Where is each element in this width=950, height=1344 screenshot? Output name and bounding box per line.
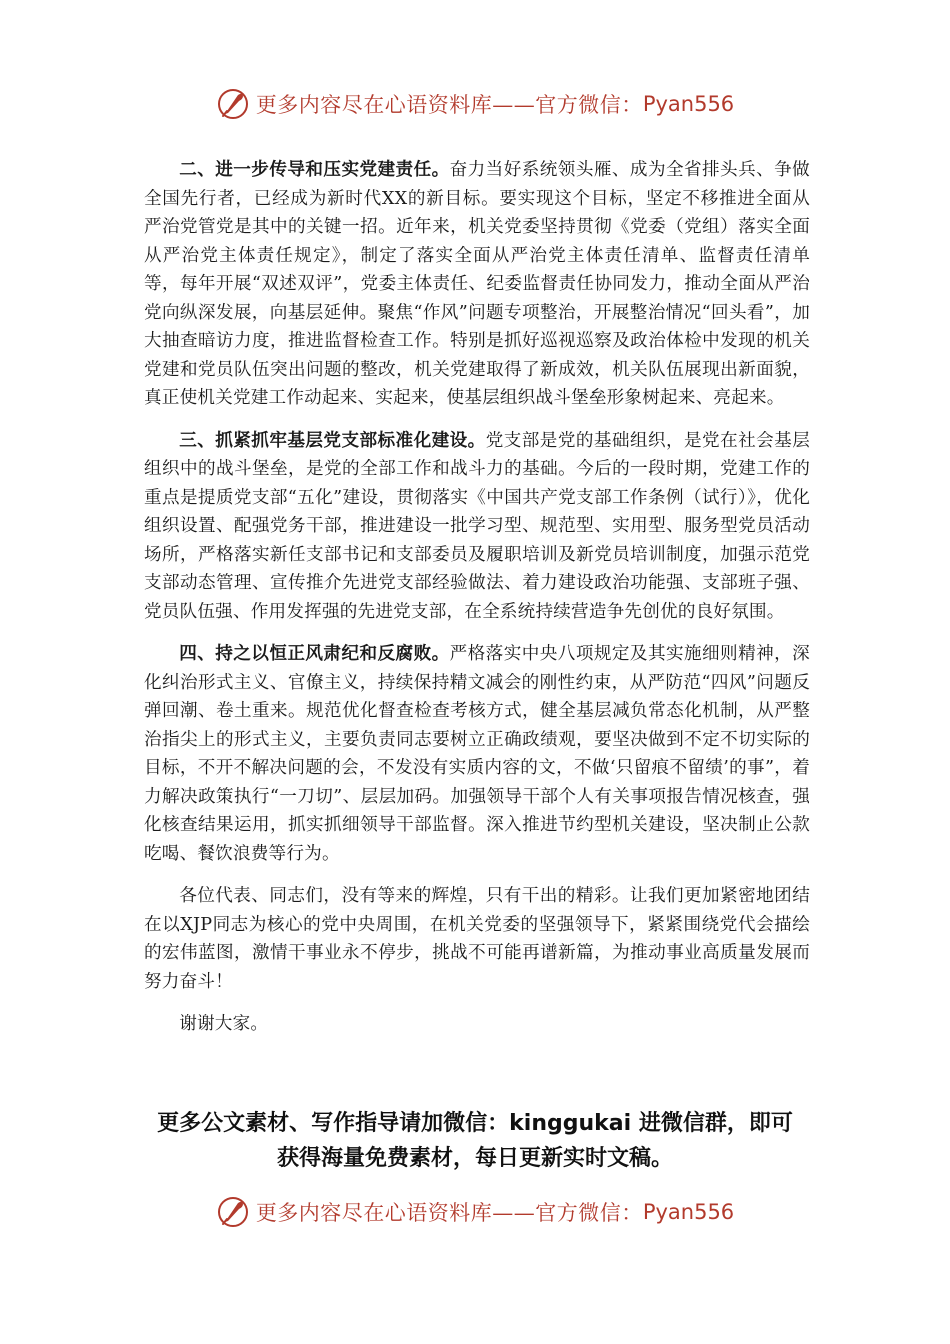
paragraph-3 [144,427,810,627]
paragraph-text: 党支部是党的基础组织，是党在社会基层组织中的战斗堡垒，是党的全部工作和战斗力的基础。今后的一段时期，党建工作的重点是提质党支部“五化”建设，贯彻落实《中国共产党支部工作条例（试行）》，优化组织设置、配强党务干部，推进建设一批学习型、规范型、实用型、服务型党员活动场所，严格落实新任支部书记和支部委员及履职培训及新党员培训制度，加强示范党支部动态管理、宣传推介先进党支部经验做法、着力建设政治功能强、支部班子强、党员队伍强、作用发挥强的先进党支部，在全系统持续营造争先创优的良好氛围。 [144,430,811,622]
quill-pen-logo-icon [216,1195,250,1229]
banner-text: 更多内容尽在心语资料库——官方微信： [255,93,643,117]
paragraph-2 [144,156,810,413]
promo-block [120,1106,830,1176]
banner-wechat-id: Pyan556 [642,1200,735,1224]
header-banner [0,84,950,124]
paragraph-heading: 三、抓紧抓牢基层党支部标准化建设。 [179,429,486,451]
document-body [144,156,810,1053]
footer-banner [0,1192,950,1232]
banner-text: 更多内容尽在心语资料库——官方微信： [255,1201,643,1225]
closing-paragraph: 各位代表、同志们，没有等来的辉煌，只有干出的精彩。让我们更加紧密地团结在以XJP同志为核心的党中央周围，在机关党委的坚强领导下，紧紧围绕党代会描绘的宏伟蓝图，激情干事业永不停步，挑战不可能再谱新篇，为推动事业高质量发展而努力奋斗！ [144,886,810,992]
paragraph-text: 奋力当好系统领头雁、成为全省排头兵、争做全国先行者，已经成为新时代XX的新目标。要实现这个目标，坚定不移推进全面从严治党管党是其中的关键一招。近年来，机关党委坚持贯彻《党委（党组）落实全面从严治党主体责任规定》，制定了落实全面从严治党主体责任清单、监督责任清单等，每年开展“双述双评”，党委主体责任、纪委监督责任协同发力，推动全面从严治党向纵深发展，向基层延伸。聚焦“作风”问题专项整治，开展整治情况“回头看”，加大抽查暗访力度，推进监督检查工作。特别是抓好巡视巡察及政治体检中发现的机关党建和党员队伍突出问题的整改，机关党建取得了新成效，机关队伍展现出新面貌，真正使机关党建工作动起来、实起来，使基层组织战斗堡垒形象树起来、亮起来。 [144,160,810,408]
banner-wechat-id: Pyan556 [642,92,735,116]
paragraph-text: 严格落实中央八项规定及其实施细则精神，深化纠治形式主义、官僚主义，持续保持精文减会的刚性约束，从严防范“四风”问题反弹回潮、卷土重来。规范优化督查检查考核方式，健全基层减负常态化机制，从严整治指尖上的形式主义，主要负责同志要树立正确政绩观，要坚决做到不定不切实际的目标，不开不解决问题的会，不发没有实质内容的文，不做‘只留痕不留绩’的事”，着力解决政策执行“一刀切”、层层加码。加强领导干部个人有关事项报告情况核查，强化核查结果运用，抓实抓细领导干部监督。深入推进节约型机关建设，坚决制止公款吃喝、餐饮浪费等行为。 [144,644,810,864]
paragraph-heading: 二、进一步传导和压实党建责任。 [179,159,450,180]
paragraph-heading: 四、持之以恒正风肃纪和反腐败。 [179,643,450,664]
thanks-line: 谢谢大家。 [179,1014,269,1034]
promo-line-2: 获得海量免费素材，每日更新实时文稿。 [276,1146,673,1171]
quill-pen-logo-icon [216,87,250,121]
paragraph-4 [144,640,810,868]
promo-line-1: 更多公文素材、写作指导请加微信：kinggukai 进微信群，即可 [157,1111,793,1136]
